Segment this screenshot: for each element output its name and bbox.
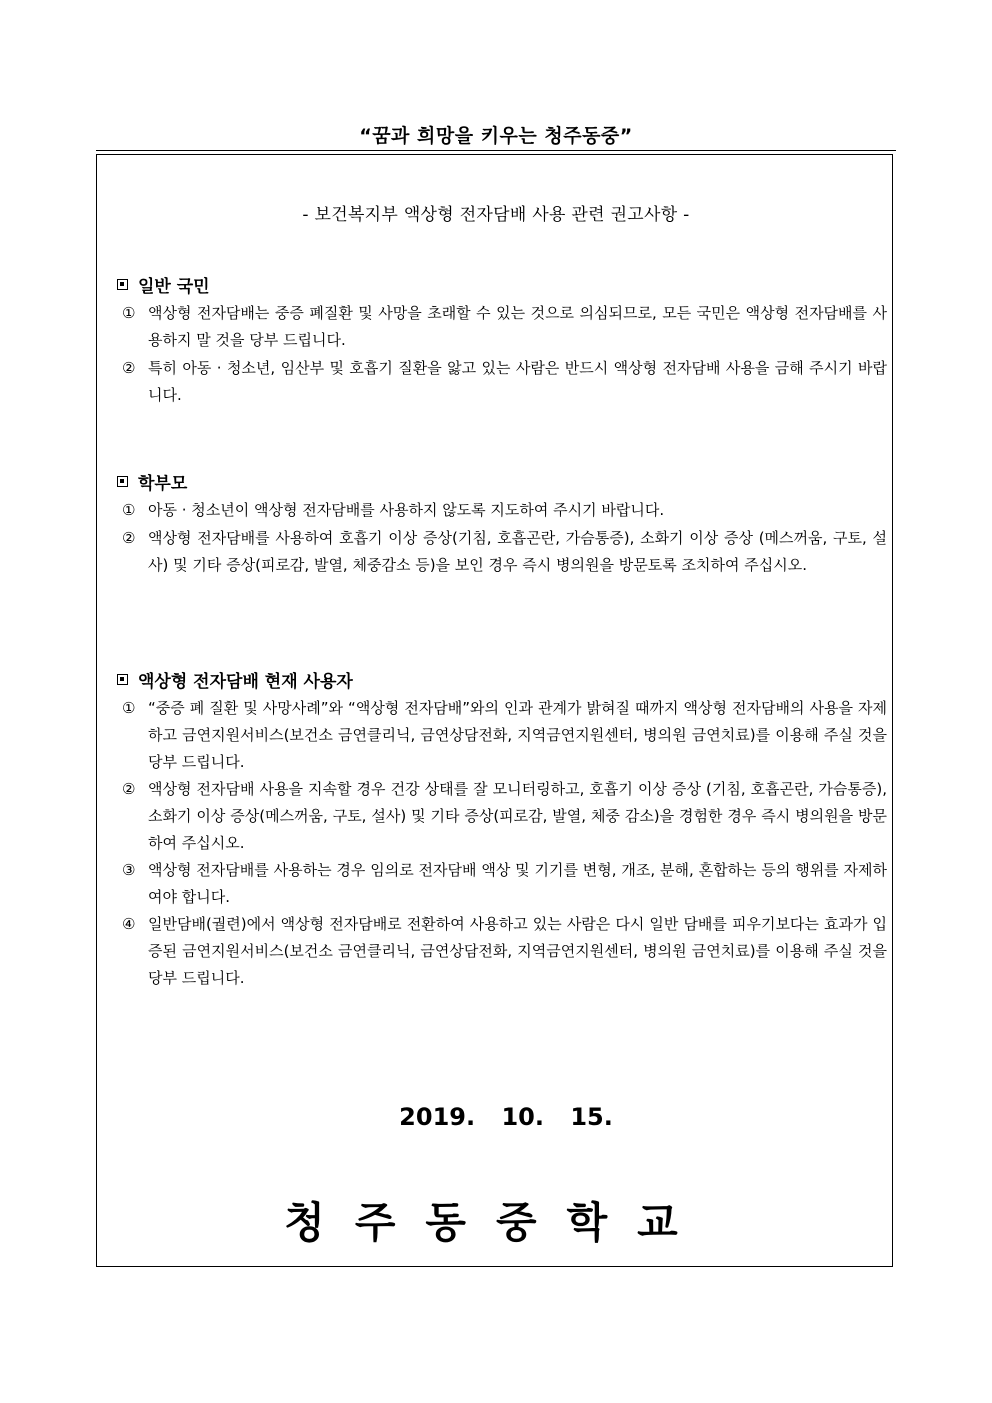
school-name: 청주동중학교 [284,1198,708,1247]
notice-date: 2019. 10. 15. [399,1103,613,1131]
list-item [122,695,887,776]
item-number: ② [122,359,136,377]
item-number: ① [122,304,136,322]
item-text: 액상형 전자담배는 중증 폐질환 및 사망을 초래할 수 있는 것으로 의심되므로, 모든 국민은 액상형 전자담배를 사용하지 말 것을 당부 드립니다. [148,304,887,349]
list-item [122,776,887,857]
item-number: ③ [122,861,136,879]
notice-subtitle: - 보건복지부 액상형 전자담배 사용 관련 권고사항 - [302,205,690,225]
item-number: ① [122,699,136,717]
square-bullet-icon [117,476,128,487]
slogan: “꿈과 희망을 키우는 청주동중” [359,125,633,147]
item-text: 특히 아동 · 청소년, 임산부 및 호흡기 질환을 앓고 있는 사람은 반드시 액상형 전자담배 사용을 금해 주시기 바랍니다. [148,359,887,404]
section-heading-general-public [117,272,210,297]
section-heading-current-users [117,667,353,692]
item-number: ① [122,501,136,519]
square-bullet-icon [117,279,128,290]
item-text: 일반담배(궐련)에서 액상형 전자담배로 전환하여 사용하고 있는 사람은 다시 일반 담배를 피우기보다는 효과가 입증된 금연지원서비스(보건소 금연클리닉, 금연상담전화, 지역금연지원센터, 병의원 금연치료)를 이용해 주실 것을 당부 드립니다. [148,915,887,987]
square-bullet-icon [117,674,128,685]
item-text: “중증 폐 질환 및 사망사례”와 “액상형 전자담배”와의 인과 관계가 밝혀질 때까지 액상형 전자담배의 사용을 자제하고 금연지원서비스(보건소 금연클리닉, 금연상담전화, 지역금연지원센터, 병의원 금연치료)를 이용해 주실 것을 당부 드립니다. [148,699,887,771]
item-text: 아동 · 청소년이 액상형 전자담배를 사용하지 않도록 지도하여 주시기 바랍니다. [148,501,665,519]
list-item [122,525,887,579]
section-heading-label: 액상형 전자담배 현재 사용자 [138,672,353,692]
item-number: ④ [122,915,136,933]
item-text: 액상형 전자담배를 사용하는 경우 임의로 전자담배 액상 및 기기를 변형, 개조, 분해, 혼합하는 등의 행위를 자제하여야 합니다. [148,861,887,906]
section-heading-label: 학부모 [138,474,188,494]
section-heading-parents [117,469,187,494]
section-heading-label: 일반 국민 [138,277,210,297]
item-number: ② [122,529,136,547]
list-item [122,355,887,409]
list-item [122,497,887,524]
item-text: 액상형 전자담배 사용을 지속할 경우 건강 상태를 잘 모니터링하고, 호흡기 이상 증상 (기침, 호흡곤란, 가슴통증), 소화기 이상 증상(메스꺼움, 구토, 설사) 및 기타 증상(피로감, 발열, 체중 감소)을 경험한 경우 즉시 병의원을 방문하여 주십시오. [148,780,887,852]
list-item [122,911,887,992]
item-text: 액상형 전자담배를 사용하여 호흡기 이상 증상(기침, 호흡곤란, 가슴통증), 소화기 이상 증상 (메스꺼움, 구토, 설사) 및 기타 증상(피로감, 발열, 체중감소 등)을 보인 경우 즉시 병의원을 방문토록 조치하여 주십시오. [148,529,887,574]
item-number: ② [122,780,136,798]
list-item [122,300,887,354]
list-item [122,857,887,911]
top-rule [96,150,896,151]
